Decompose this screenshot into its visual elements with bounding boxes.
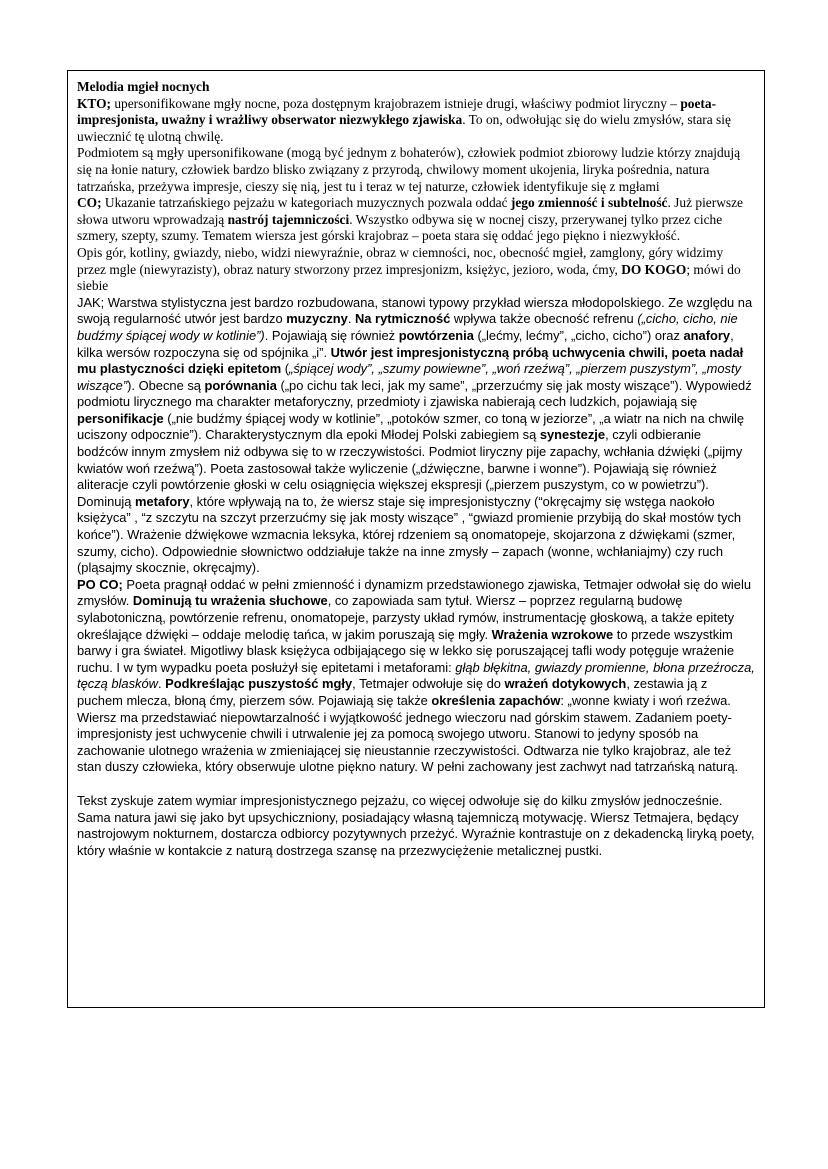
text-run: JAK; Warstwa stylistyczna jest bardzo rozbudowana, stanowi typowy przykład wiersza młodopolskiego. Ze względu na swoją regularność utwór jest bardzo — [77, 294, 753, 327]
text-run: Podkreślając puszystość mgły — [165, 676, 353, 692]
text-run: powtórzenia — [398, 327, 474, 343]
text-run: wpływa także obecność refrenu — [450, 311, 638, 327]
text-run: Ukazanie tatrzańskiego pejzażu w kategoriach muzycznych pozwala oddać — [101, 195, 511, 211]
text-run: . Już pierwsze słowa utworu wprowadzają — [77, 195, 743, 227]
text-run: ). Obecne są — [127, 377, 205, 393]
text-run: upersonifikowane mgły nocne, poza dostępnym krajobrazem istnieje drugi, właściwy podmiot liryczny – — [110, 95, 681, 111]
text-run: („cicho, cicho, nie budźmy śpiącej wody w kotlinie”) — [77, 311, 738, 343]
text-run: . — [157, 676, 166, 692]
text-run: Opis gór, kotliny, gwiazdy, niebo, widzi niewyraźnie, obraz w ciemności, noc, obecność mgieł, zamglony, góry widzimy przez mgle (niewyrazisty), obraz natury stworzony przez impresjonizm, księżyc, jezioro, woda, ćmy, — [77, 244, 724, 277]
text-run: („lećmy, lećmy”, „cicho, cicho”) oraz — [473, 327, 684, 343]
text-run: , kilka wersów rozpoczyna się od spójnika „i”. — [77, 327, 734, 360]
text-run: to przede wszystkim barwy i gra świateł. Migotliwy blask księżyca odbijającego się w lekko się poruszającej tafli wody potęguje wrażenie ruchu. I w tym wypadku poeta posłużył się epitetami i metaforami: — [77, 626, 735, 675]
text-run: , które wpływają na to, że wiersz staje się impresjonistyczny (“okręcajmy się wstęga naokoło księżyca” , “z szczytu na szczyt przerzućmy się jak mosty wiszące” , “gwiazd promienie przybiją do skał mostów tych końce”). Wrażenie dźwiękowe wzmacnia leksyka, której rdzeniem są onomatopeje, skojarzona z dźwiękami (szmer, szumy, cicho). Odpowiednie słownictwo oddziałuje także na inne zmysły – zapach (wonne, wchłaniajmy) czy ruch (pląsajmy skocznie, okręcajmy). — [77, 493, 742, 576]
text-run: . — [347, 311, 355, 327]
paragraph-po-co — [77, 577, 755, 710]
text-run: KTO; — [77, 95, 111, 111]
text-run: . Pojawiają się również — [264, 327, 399, 343]
text-run: Podmiotem są mgły upersonifikowane (mogą być jednym z bohaterów), człowiek podmiot zbiorowy ludzie którzy znajdują się na łonie natury, człowiek bardzo blisko związany z przyrodą, chwilowy moment ukojenia, liryka pośrednia, natura tatrzańska, przeżywa impresje, cieszy się nią, jest tu i teraz w tej naturze, człowiek identyfikuje się z mgłami — [77, 145, 741, 194]
text-run: jego zmienność i subtelność — [510, 195, 668, 211]
text-run: anafory — [683, 327, 731, 343]
document-title: Melodia mgieł nocnych — [77, 79, 210, 94]
text-run: Wiersz ma przedstawiać niepowtarzalność i wyjątkowość jednego wieczoru nad górskim stawem. Zadaniem poety-impresjonisty jest uchwycenie chwili i utrwalenie jej za pomocą swojego utworu. Stanowi to jedyny sposób na zachowanie ulotnego wrażenia w zmieniającej się nieustannie rzeczywistości. Odtwarza nie tylko krajobraz, ale też stan duszy człowieka, który obserwuje ulotne piękno natury. W pełni zachowany jest zachwyt nad tatrzańską naturą. — [77, 709, 739, 775]
text-run: głąb błękitna, gwiazdy promienne, błona przeźrocza, tęczą blasków — [77, 659, 755, 692]
text-run: Na rytmiczność — [355, 311, 451, 327]
paragraph-conclusion — [77, 793, 755, 859]
text-run: ; mówi do siebie — [77, 261, 741, 294]
text-run: nastrój tajemniczości — [227, 211, 350, 227]
paragraph-summary — [77, 710, 755, 776]
text-run: muzyczny — [286, 311, 348, 327]
text-run: Dominują tu wrażenia słuchowe — [132, 593, 328, 609]
text-run: („po cichu tak leci, jak my same”, „przerzućmy się jak mosty wiszące”). Wypowiedź podmiotu lirycznego ma charakter metaforyczny, przedmioty i zjawiska nabierają cech ludzkich, pojawiają się — [77, 377, 752, 410]
paragraph-co — [77, 195, 755, 245]
text-run: CO; — [77, 195, 102, 211]
text-run: , zestawia ją z puchem mlecza, błoną ćmy, pierzem sów. Pojawiają się także — [77, 676, 708, 708]
text-run: ( — [281, 361, 290, 377]
text-run: . Wszystko odbywa się w nocnej ciszy, przerywanej tylko przez ciche szmery, szepty, szumy. Tematem wiersza jest górski krajobraz – poeta stara się oddać jego piękno i niezwykłość. — [77, 211, 723, 244]
paragraph-jak — [77, 295, 755, 577]
text-run: synestezje — [539, 427, 606, 443]
text-run: „śpiącej wody”, „szumy powiewne”, „woń rzeźwą”, „pierzem puszystym”, „mosty wiszące” — [77, 361, 742, 393]
text-run: Wrażenia wzrokowe — [491, 626, 614, 642]
text-run: , co zapowiada sam tytuł. Wiersz – poprzez regularną budowę sylabotoniczną, powtórzenie refrenu, onomatopeje, parzysty układ rymów, instrumentację głoskową, a także epitety określające dźwięki – oddaje melodię tańca, w jakim poruszają się mgły. — [77, 593, 735, 642]
text-run: wrażeń dotykowych — [504, 676, 627, 692]
text-run: , Tetmajer odwołuje się do — [352, 676, 505, 692]
paragraph-opis — [77, 245, 755, 295]
text-run: personifikacje — [77, 410, 164, 426]
text-run: określenia zapachów — [431, 692, 561, 708]
text-run: Tekst zyskuje zatem wymiar impresjonistycznego pejzażu, co więcej odwołuje się do kilku zmysłów jednocześnie. Sama natura jawi się jako byt upsychiczniony, posiadający własną tajemniczą motywację. Wiersz Tetmajera, będący nastrojowym nokturnem, dostarcza odbiorcy pozytywnych przeżyć. Wyraźnie kontrastuje on z dekadencką liryką poety, który właśnie w kontakcie z naturą dostrzega szansę na przezwyciężenie metalicznej pustki. — [77, 792, 755, 858]
text-run: poeta-impresjonista, uważny i wrażliwy obserwator niezwykłego zjawiska — [77, 95, 717, 128]
text-run: PO CO; — [77, 576, 123, 592]
paragraph-gap — [77, 776, 755, 793]
paragraph-kto — [77, 96, 755, 146]
paragraph-podmiot — [77, 145, 755, 195]
text-run: Utwór jest impresjonistyczną próbą uchwycenia chwili, poeta nadał mu plastyczności dzięki epitetom — [77, 344, 744, 377]
text-run: („nie budźmy śpiącej wody w kotlinie”, „potoków szmer, co toną w jeziorze”, „a wiatr na nich na chwilę uciszony odpocznie”). Charakterystycznym dla epoki Młodej Polski zabiegiem są — [77, 410, 745, 443]
text-run: : „wonne kwiaty i woń rzeźwa. — [560, 692, 731, 708]
text-run: DO KOGO — [621, 261, 687, 277]
text-run: porównania — [204, 377, 277, 393]
document-frame — [67, 70, 765, 1008]
text-run: . To on, odwołując się do wielu zmysłów, stara się uwiecznić tę ulotną chwilę. — [77, 112, 731, 144]
text-run: Poeta pragnął oddać w pełni zmienność i dynamizm przedstawionego zjawiska, Tetmajer odwołał się do wielu zmysłów. — [77, 576, 751, 609]
text-run: , czyli odbieranie bodźców innym zmysłem niż odbywa się to w rzeczywistości. Podmiot liryczny pije zapachy, wchłania dźwięki („pijmy kwiatów woń rzeźwą”). Poeta zastosował także wyliczenie („dźwięczne, barwne i wonne”). Pojawiają się również aliteracje czyli powtórzenie głoski w celu osiągnięcia większej ekspresji („pierzem puszystym, co w powietrzu”). Dominują — [77, 427, 743, 509]
text-run: metafory — [135, 493, 190, 509]
